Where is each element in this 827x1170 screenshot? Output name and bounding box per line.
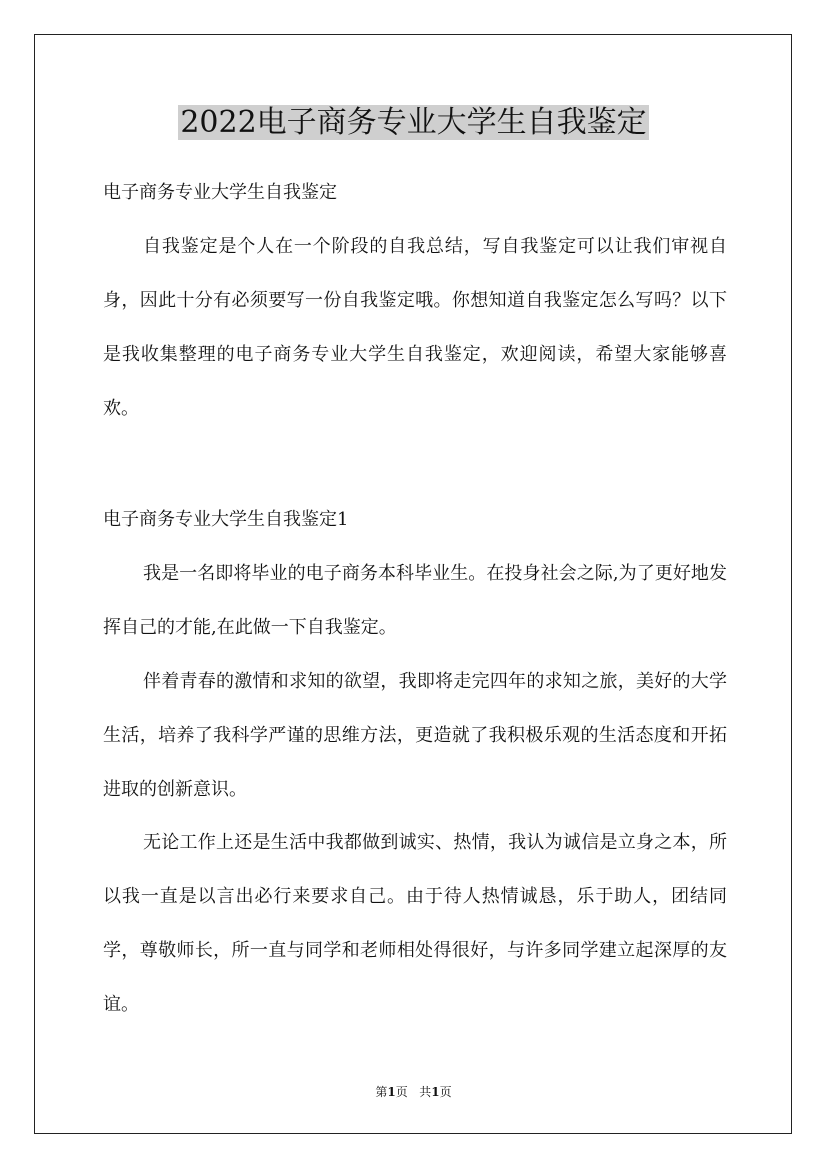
body-paragraph-3: 无论工作上还是生活中我都做到诚实、热情，我认为诚信是立身之本，所以我一直是以言出必行来要求自己。由于待人热情诚恳，乐于助人，团结同学，尊敬师长，所一直与同学和老师相处得很好，与许多同学建立起深厚的友谊。 [103,832,727,1015]
document-subtitle: 电子商务专业大学生自我鉴定 [103,182,337,203]
document-title [0,100,827,146]
footer-page-number: 1 [387,1085,396,1099]
body-paragraph-2: 伴着青春的激情和求知的欲望，我即将走完四年的求知之旅，美好的大学生活，培养了我科学严谨的思维方法，更造就了我积极乐观的生活态度和开拓进取的创新意识。 [103,671,727,800]
footer-total-suffix: 页 [439,1085,452,1099]
footer-total-prefix: 共 [419,1085,432,1099]
intro-paragraph: 自我鉴定是个人在一个阶段的自我总结，写自我鉴定可以让我们审视自身，因此十分有必须要写一份自我鉴定哦。你想知道自我鉴定怎么写吗？以下是我收集整理的电子商务专业大学生自我鉴定，欢迎阅读，希望大家能够喜欢。 [103,236,727,419]
body-paragraph-1: 我是一名即将毕业的电子商务本科毕业生。在投身社会之际,为了更好地发挥自己的才能,在此做一下自我鉴定。 [103,563,727,638]
section-heading: 电子商务专业大学生自我鉴定1 [103,509,349,530]
footer-page-suffix: 页 [395,1085,408,1099]
page-footer [0,1083,827,1101]
document-title-text: 2022电子商务专业大学生自我鉴定 [180,105,647,140]
footer-total-number: 1 [431,1085,440,1099]
footer-page-prefix: 第 [375,1085,388,1099]
